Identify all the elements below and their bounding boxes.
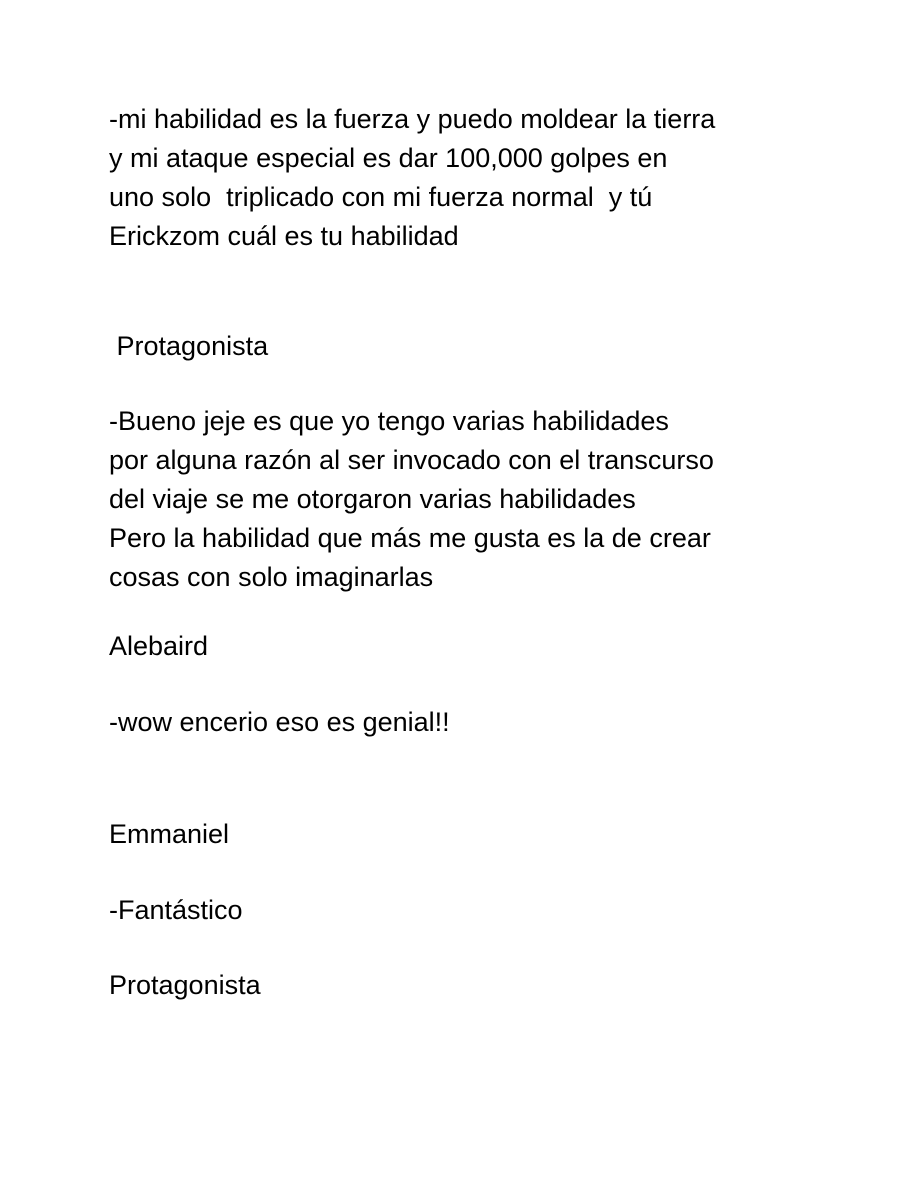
speaker-name-alebaird: Alebaird bbox=[109, 631, 209, 661]
dialogue-paragraph-ability: -mi habilidad es la fuerza y puedo moldear la tierra y mi ataque especial es dar 100,000 golpes en uno solo triplicado con mi fuerza normal y tú Erickzom cuál es tu habilidad bbox=[109, 104, 716, 251]
speaker-name-protagonista: Protagonista bbox=[109, 331, 269, 361]
dialogue-line-genial: -wow encerio eso es genial!! bbox=[109, 707, 450, 737]
dialogue-paragraph-abilities: -Bueno jeje es que yo tengo varias habilidades por alguna razón al ser invocado con el transcurso del viaje se me otorgaron varias habilidades Pero la habilidad que más me gusta es la de crear cosas con solo imaginarlas bbox=[109, 406, 714, 592]
dialogue-line-fantastico: -Fantástico bbox=[109, 895, 243, 925]
speaker-name-protagonista-2: Protagonista bbox=[109, 970, 261, 1000]
speaker-name-emmaniel: Emmaniel bbox=[109, 819, 230, 849]
